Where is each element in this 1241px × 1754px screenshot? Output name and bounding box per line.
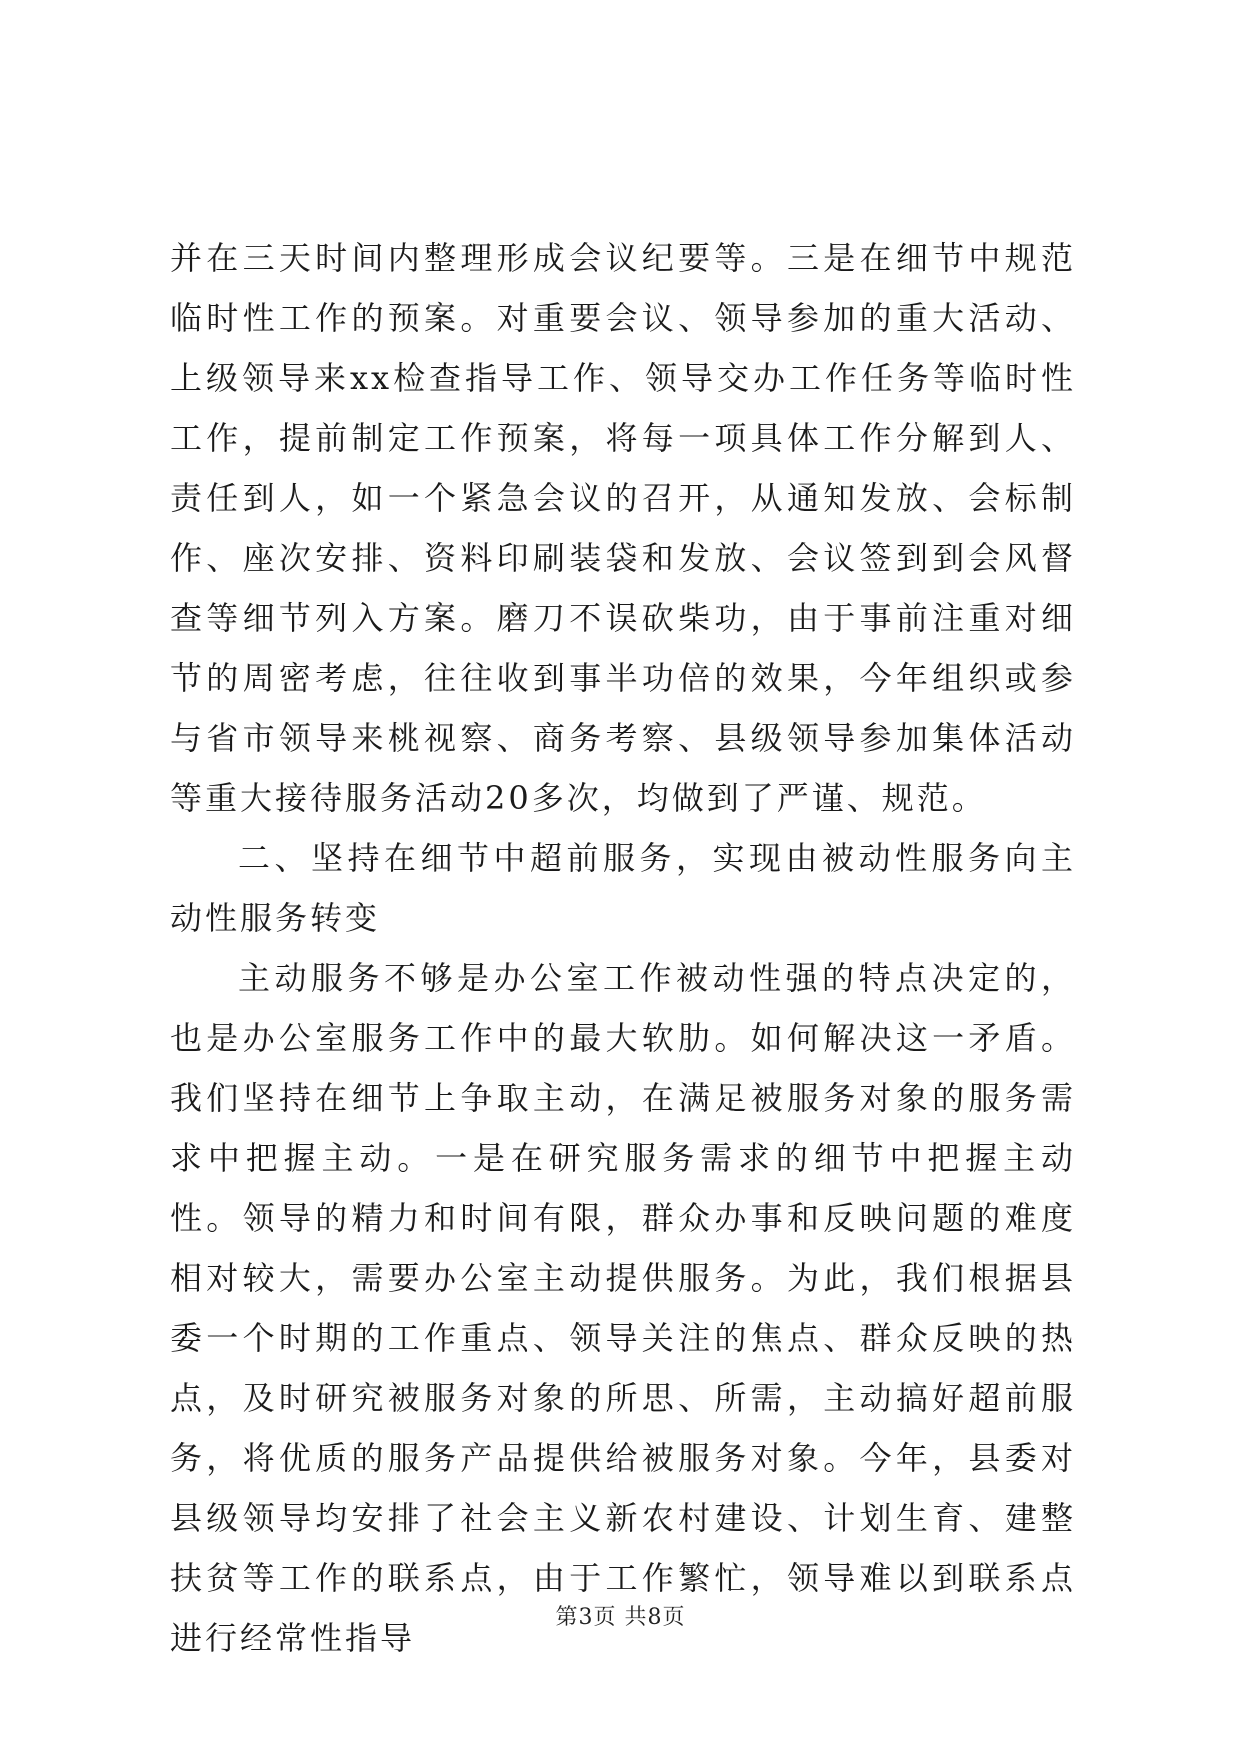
section-heading: 二、坚持在细节中超前服务，实现由被动性服务向主动性服务转变 <box>170 839 1076 937</box>
paragraph-body: 主动服务不够是办公室工作被动性强的特点决定的，也是办公室服务工作中的最大软肋。如何解决这一矛盾。我们坚持在细节上争取主动，在满足被服务对象的服务需求中把握主动。一是在研究服务需求的细节中把握主动性。领导的精力和时间有限，群众办事和反映问题的难度相对较大，需要办公室主动提供服务。为此，我们根据县委一个时期的工作重点、领导关注的焦点、群众反映的热点，及时研究被服务对象的所思、所需，主动搞好超前服务，将优质的服务产品提供给被服务对象。今年，县委对县级领导均安排了社会主义新农村建设、计划生育、建整扶贫等工作的联系点，由于工作繁忙，领导难以到联系点进行经常性指导 <box>170 959 1076 1657</box>
page-number-label: 第3页 共8页 <box>555 1605 686 1630</box>
paragraph-continuation: 并在三天时间内整理形成会议纪要等。三是在细节中规范临时性工作的预案。对重要会议、领导参加的重大活动、上级领导来xx检查指导工作、领导交办工作任务等临时性工作，提前制定工作预案，将每一项具体工作分解到人、责任到人，如一个紧急会议的召开，从通知发放、会标制作、座次安排、资料印刷装袋和发放、会议签到到会风督查等细节列入方案。磨刀不误砍柴功，由于事前注重对细节的周密考虑，往往收到事半功倍的效果，今年组织或参与省市领导来桃视察、商务考察、县级领导参加集体活动等重大接待服务活动20多次，均做到了严谨、规范。 <box>170 239 1076 817</box>
document-body <box>170 228 1076 1668</box>
page-footer <box>0 1600 1241 1631</box>
